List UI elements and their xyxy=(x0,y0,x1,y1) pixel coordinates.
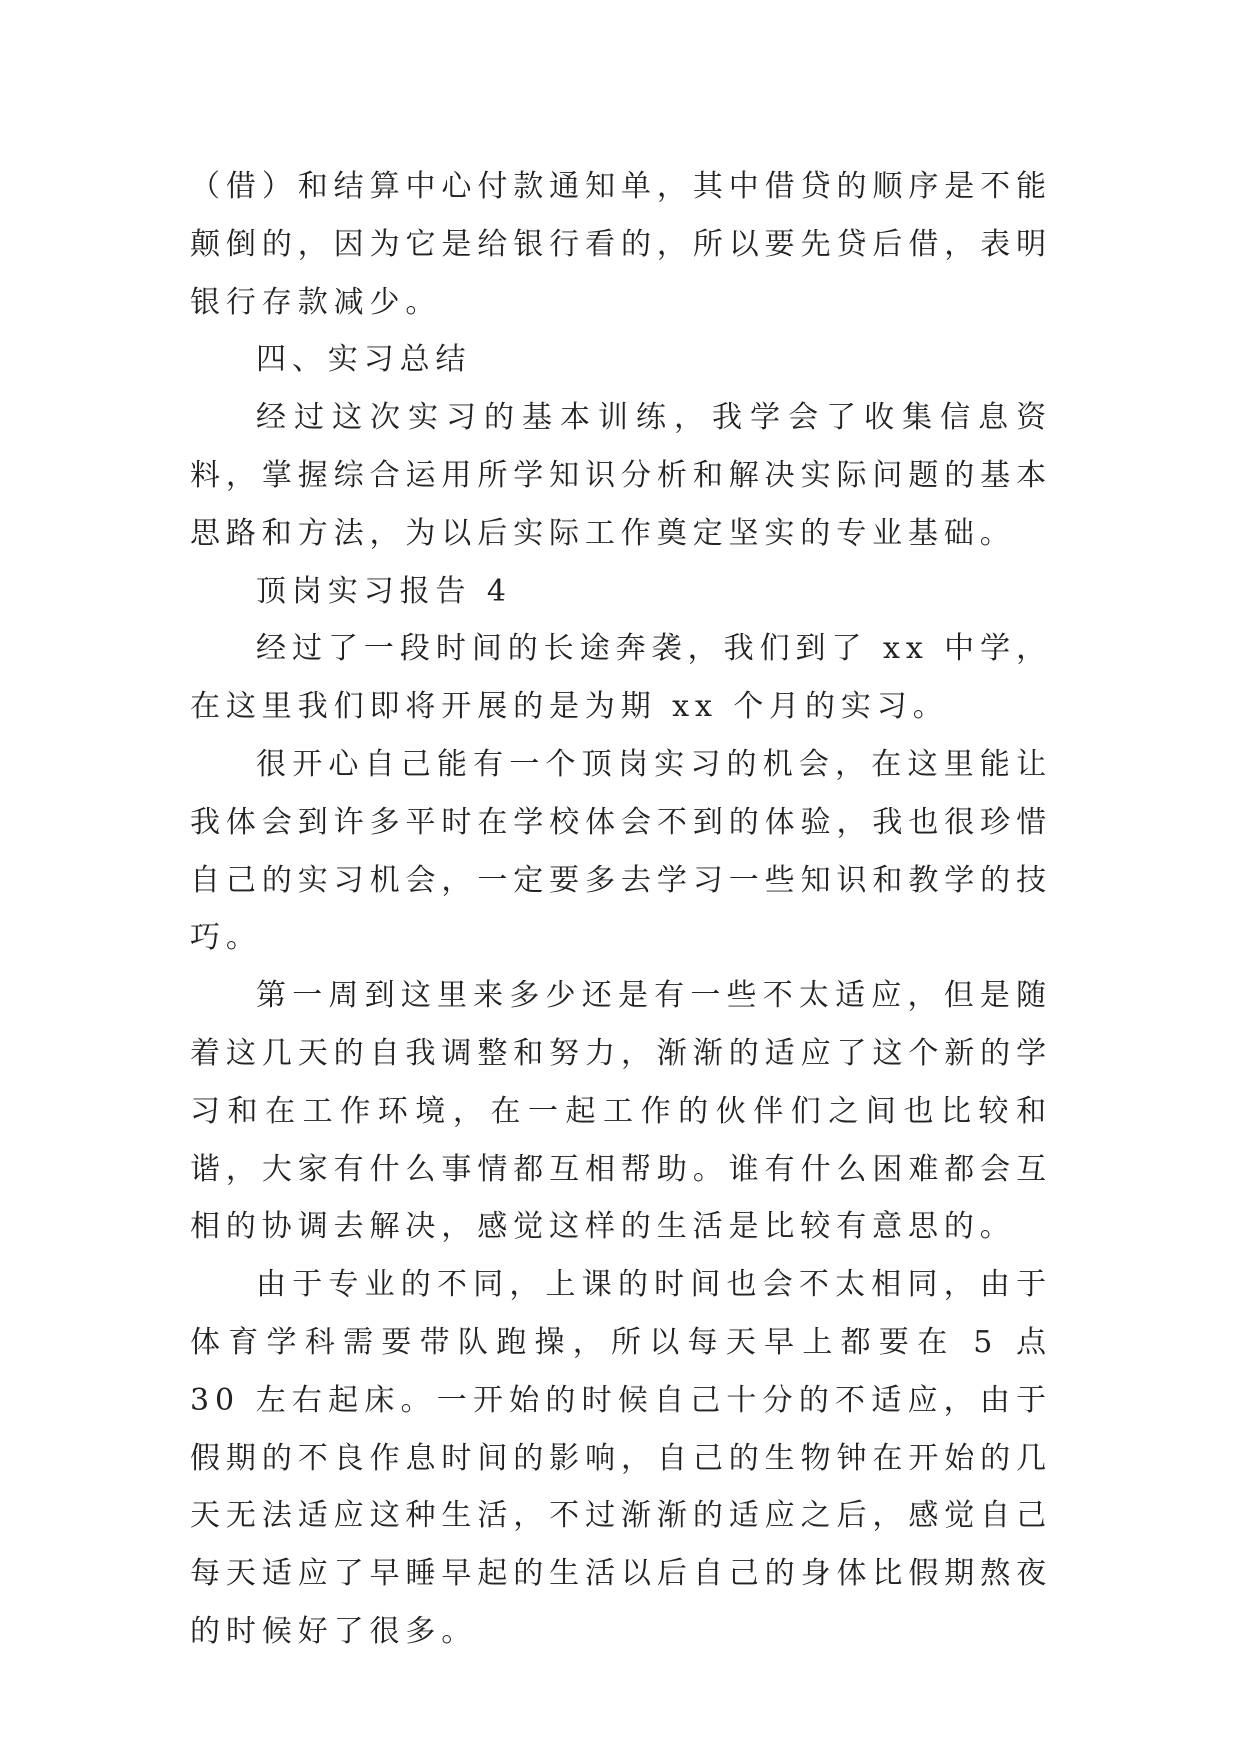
paragraph: 很开心自己能有一个顶岗实习的机会，在这里能让我体会到许多平时在学校体会不到的体验，我也很珍惜自己的实习机会，一定要多去学习一些知识和教学的技巧。 xyxy=(190,746,1052,956)
paragraph: 经过了一段时间的长途奔袭，我们到了 xx 中学，在这里我们即将开展的是为期 xx 个月的实习。 xyxy=(190,631,1052,725)
paragraph: （借）和结算中心付款通知单，其中借贷的顺序是不能颠倒的，因为它是给银行看的，所以要先贷后借，表明银行存款减少。 xyxy=(190,169,1052,320)
paragraph: 经过这次实习的基本训练，我学会了收集信息资料，掌握综合运用所学知识分析和解决实际问题的基本思路和方法，为以后实际工作奠定坚实的专业基础。 xyxy=(190,400,1052,551)
document-body xyxy=(190,158,1052,1661)
section-heading: 四、实习总结 xyxy=(256,342,472,378)
paragraph: 第一周到这里来多少还是有一些不太适应，但是随着这几天的自我调整和努力，渐渐的适应了这个新的学习和在工作环境，在一起工作的伙伴们之间也比较和谐，大家有什么事情都互相帮助。谁有什么困难都会互相的协调去解决，感觉这样的生活是比较有意思的。 xyxy=(190,978,1052,1245)
report-heading: 顶岗实习报告 4 xyxy=(256,573,512,609)
paragraph: 由于专业的不同，上课的时间也会不太相同，由于体育学科需要带队跑操，所以每天早上都要在 5 点 30 左右起床。一开始的时候自己十分的不适应，由于假期的不良作息时间的影响，自己的生物钟在开始的几天无法适应这种生活，不过渐渐的适应之后，感觉自己每天适应了早睡早起的生活以后自己的身体比假期熬夜的时候好了很多。 xyxy=(190,1267,1052,1649)
